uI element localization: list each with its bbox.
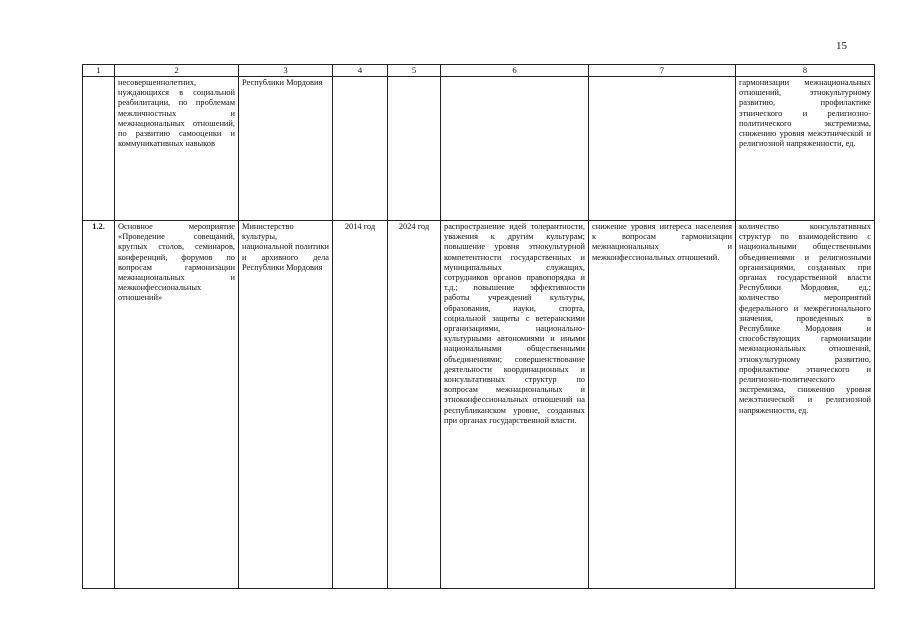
column-number: 1 [83,65,115,77]
page-number: 15 [836,40,847,52]
expected-results: распространение идей толерантности, уважения к другим культурам; повышение уровня этнокультурной компетентности государственных и муниципальных служащих, сотрудников органов правопорядка и т.д.; повышение эффективности работы учреждений культуры, образования, науки, спорта, социальной защиты с ветеранскими организациями, национально-культурными автономиями и иными национальными общественными объединениями; совершенствование деятельности координационных и консультативных структур по вопросам межнациональных и этноконфессиональных отношений на республиканском уровне, созданных при органах государственной власти. [441,221,589,589]
consequences [589,77,736,221]
indicators: количество консультативных структур по взаимодействию с национальными общественными объединениями и религиозными организациями, созданных при органах государственной власти Республики Мордовия, ед.; количество мероприятий федерального и межрегионального значения, проведенных в Республике Мордовия и способствующих гармонизации межнациональных отношений, этнокультурному развитию, профилактике этнического и религиозно-политического экстремизма, снижению уровня межэтнической и религиозной напряженности, ед. [736,221,875,589]
expected-results [441,77,589,221]
column-number: 8 [736,65,875,77]
row-number [83,77,115,221]
column-number: 6 [441,65,589,77]
event-name: несовершеннолетних, нуждающихся в социальной реабилитации, по проблемам межличностных и межнациональных отношений, по развитию самооценки и коммуникативных навыков [115,77,239,221]
consequences: снижение уровня интереса населения к вопросам гармонизации межнациональных и межконфессиональных отношений. [589,221,736,589]
table-row [83,221,875,589]
start-year: 2014 год [333,221,388,589]
column-number: 2 [115,65,239,77]
start-year [333,77,388,221]
executor: Республики Мордовия [239,77,333,221]
executor: Министерство культуры, национальной политики и архивного дела Республики Мордовия [239,221,333,589]
column-number: 5 [388,65,441,77]
event-name: Основное мероприятие «Проведение совещаний, круглых столов, семинаров, конференций, форумов по вопросам гармонизации межнациональных и межконфессиональных отношений» [115,221,239,589]
column-number: 7 [589,65,736,77]
program-events-table [82,64,875,589]
indicators: гармонизации межнациональных отношений, этнокультурному развитию, профилактике этнического и религиозно-политического экстремизма, снижению уровня межэтнической и религиозной напряженности, ед. [736,77,875,221]
end-year: 2024 год [388,221,441,589]
column-number-row [83,65,875,77]
column-number: 3 [239,65,333,77]
end-year [388,77,441,221]
table-row [83,77,875,221]
row-number: 1.2. [83,221,115,589]
column-number: 4 [333,65,388,77]
